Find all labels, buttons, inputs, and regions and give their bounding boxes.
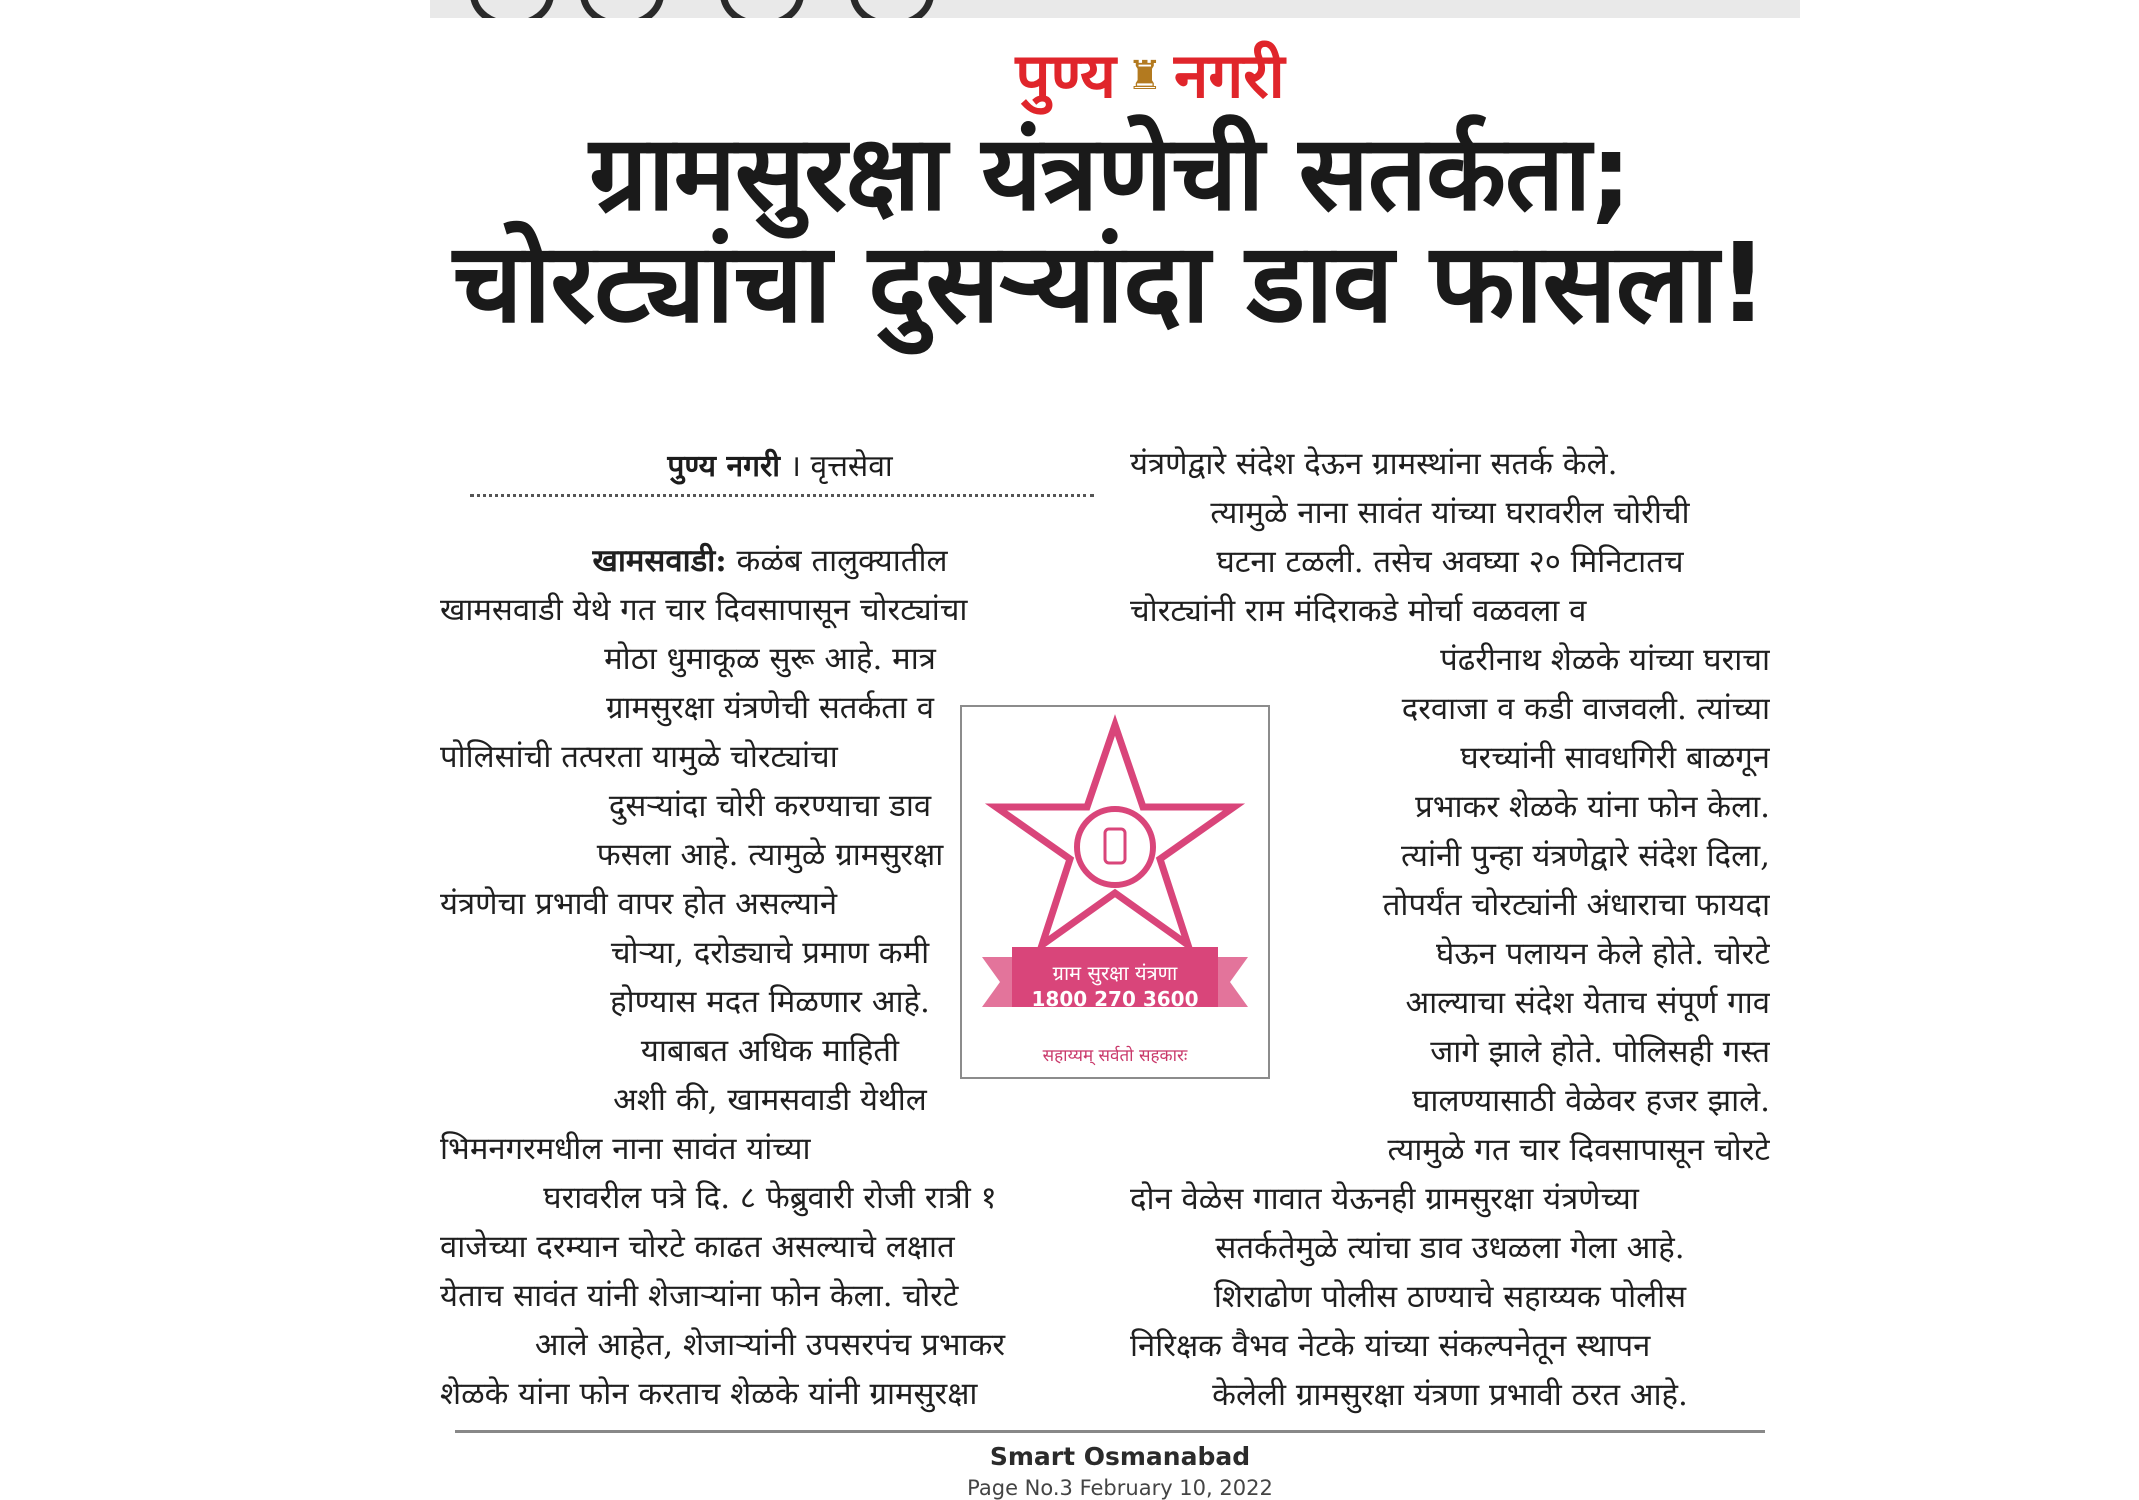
masthead-right: नगरी — [1173, 39, 1285, 112]
article-line: जागे झाले होते. पोलिसही गस्त — [1430, 1034, 1770, 1070]
article-line: दुसऱ्यांदा चोरी करण्याचा डाव — [608, 788, 932, 824]
cropped-graphic — [720, 0, 804, 18]
dateline: खामसवाडी: — [592, 543, 727, 579]
top-strip — [430, 0, 1800, 18]
article-line: याबाबत अधिक माहिती — [640, 1033, 900, 1069]
article-line: वाजेच्या दरम्यान चोरटे काढत असल्याचे लक्षात — [440, 1229, 955, 1265]
first-line-rest: कळंब तालुक्यातील — [726, 543, 948, 579]
newspaper-masthead — [960, 38, 1340, 114]
article-line: भिमनगरमधील नाना सावंत यांच्या — [440, 1131, 811, 1167]
article-line: त्यामुळे गत चार दिवसापासून चोरटे — [1387, 1132, 1770, 1168]
article-line: शेळके यांना फोन करताच शेळके यांनी ग्रामसुरक्षा — [440, 1376, 978, 1412]
cropped-graphic — [580, 0, 664, 18]
article-line: ग्रामसुरक्षा यंत्रणेची सतर्कता व — [605, 690, 935, 726]
logo-banner-text: ग्राम सुरक्षा यंत्रणा — [1052, 961, 1178, 985]
headline — [440, 112, 1780, 348]
headline-line-2: चोरट्यांचा दुसऱ्यांदा डाव फासला! — [452, 219, 1768, 348]
cropped-graphic — [850, 0, 934, 18]
byline-divider — [470, 494, 1094, 497]
article-line: घेऊन पलायन केले होते. चोरटे — [1436, 936, 1770, 972]
article-line: निरिक्षक वैभव नेटके यांच्या संकल्पनेतून स्थापन — [1130, 1328, 1651, 1364]
article-line: खामसवाडी येथे गत चार दिवसापासून चोरट्यांचा — [440, 592, 968, 628]
byline-source: पुण्य नगरी — [667, 449, 781, 484]
gram-suraksha-logo-figure — [960, 705, 1270, 1079]
star-logo-icon — [962, 707, 1268, 1077]
article-line: येताच सावंत यांनी शेजाऱ्यांना फोन केला. चोरटे — [440, 1278, 959, 1314]
footer-page-date: Page No.3 February 10, 2022 — [967, 1476, 1273, 1500]
article-line: होण्यास मदत मिळणार आहे. — [610, 984, 930, 1020]
article-line: पंढरीनाथ शेळके यांच्या घराचा — [1440, 642, 1770, 678]
article-line: त्यांनी पुन्हा यंत्रणेद्वारे संदेश दिला, — [1401, 838, 1770, 874]
article-line: चोरट्यांनी राम मंदिराकडे मोर्चा वळवला व — [1130, 593, 1587, 629]
headline-line-1: ग्रामसुरक्षा यंत्रणेची सतर्कता; — [589, 112, 1631, 234]
article-line: दरवाजा व कडी वाजवली. त्यांच्या — [1401, 691, 1770, 727]
article-line: फसला आहे. त्यामुळे ग्रामसुरक्षा — [596, 837, 944, 873]
byline-service: । वृत्तसेवा — [789, 449, 893, 484]
article-line: अशी की, खामसवाडी येथील — [613, 1082, 927, 1118]
article-line: दोन वेळेस गावात येऊनही ग्रामसुरक्षा यंत्रणेच्या — [1130, 1181, 1639, 1217]
article-line: आल्याचा संदेश येताच संपूर्ण गाव — [1405, 985, 1770, 1021]
article-line: तोपर्यंत चोरट्यांनी अंधाराचा फायदा — [1382, 887, 1770, 923]
article-line: पोलिसांची तत्परता यामुळे चोरट्यांचा — [440, 739, 838, 775]
article-line: यंत्रणेद्वारे संदेश देऊन ग्रामस्थांना सतर्क केले. — [1130, 446, 1618, 482]
article-line: घालण्यासाठी वेळेवर हजर झाले. — [1412, 1083, 1770, 1119]
article-line: आले आहेत, शेजाऱ्यांनी उपसरपंच प्रभाकर — [534, 1327, 1006, 1363]
article-line: यंत्रणेचा प्रभावी वापर होत असल्याने — [440, 886, 838, 922]
article-line: चोऱ्या, दरोड्याचे प्रमाण कमी — [610, 935, 930, 971]
logo-motto: सहाय्यम् सर्वतो सहकारः — [1042, 1046, 1188, 1066]
footer-divider — [455, 1430, 1765, 1433]
article-line: त्यामुळे नाना सावंत यांच्या घरावरील चोरीची — [1210, 495, 1690, 531]
masthead-left: पुण्य — [1015, 39, 1116, 112]
masthead-emblem-icon: ♜ — [1127, 53, 1163, 99]
article-line: सतर्कतेमुळे त्यांचा डाव उधळला गेला आहे. — [1215, 1230, 1685, 1266]
article-line: घरावरील पत्रे दि. ८ फेब्रुवारी रोजी रात्री १ — [543, 1180, 997, 1216]
article-line: घरच्यांनी सावधगिरी बाळगून — [1460, 740, 1770, 776]
footer-brand: Smart Osmanabad — [989, 1442, 1251, 1471]
article-line: प्रभाकर शेळके यांना फोन केला. — [1415, 789, 1770, 825]
article-line: घटना टळली. तसेच अवघ्या २० मिनिटातच — [1216, 544, 1684, 580]
article-line: केलेली ग्रामसुरक्षा यंत्रणा प्रभावी ठरत आहे. — [1212, 1377, 1688, 1413]
cropped-graphic — [470, 0, 554, 18]
byline — [470, 444, 1090, 485]
article-first-line — [440, 537, 1100, 586]
article-line: शिराढोण पोलीस ठाण्याचे सहाय्यक पोलीस — [1213, 1279, 1687, 1315]
helpline-number: 1800 270 3600 — [1031, 987, 1199, 1011]
article-line: मोठा धुमाकूळ सुरू आहे. मात्र — [604, 641, 936, 677]
